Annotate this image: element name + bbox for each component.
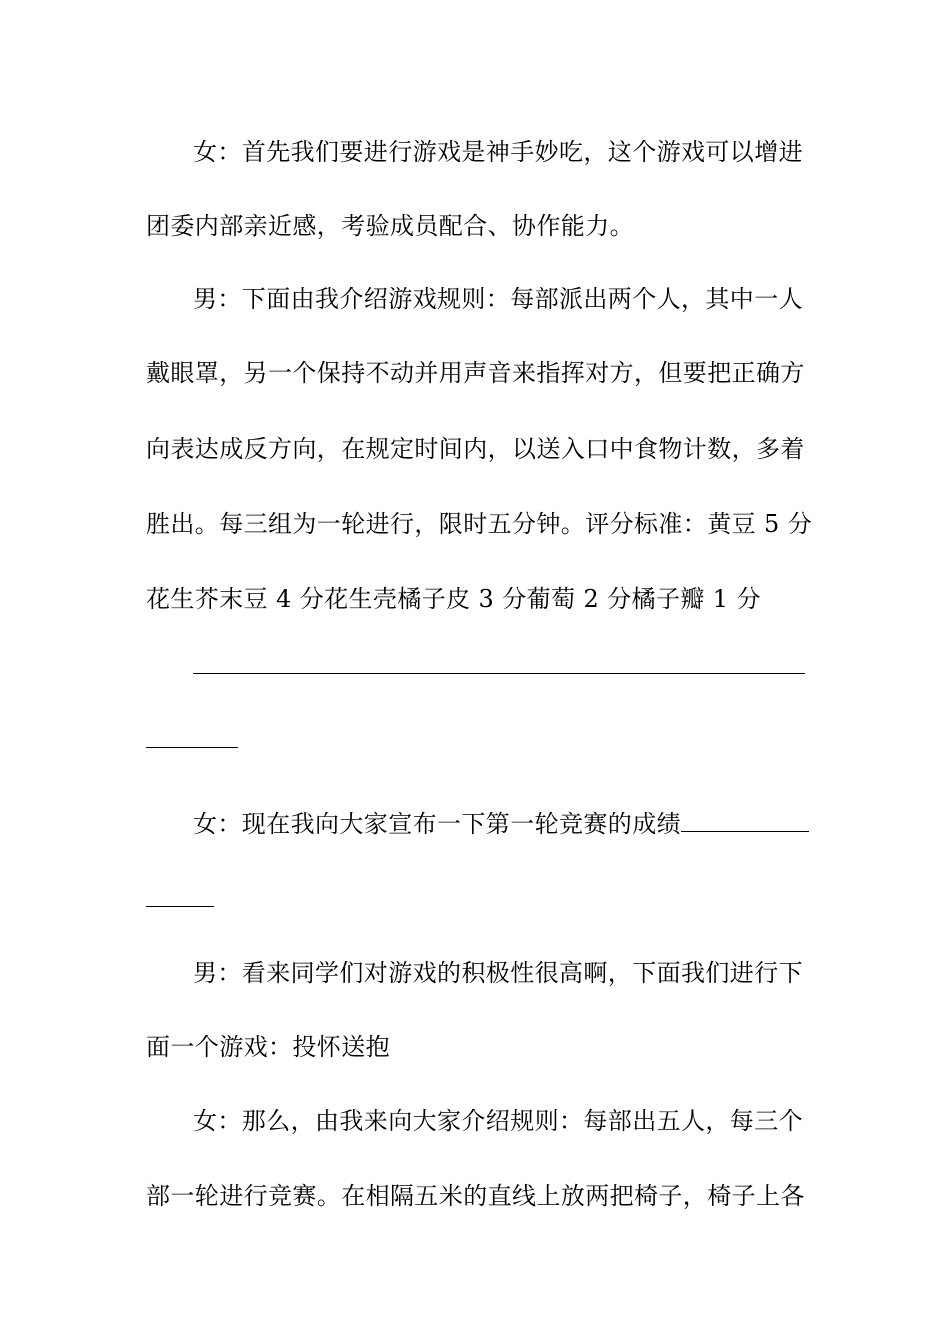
paragraph-1-line-2: 团委内部亲近感，考验成员配合、协作能力。 — [146, 212, 634, 240]
paragraph-2-line-4: 胜出。每三组为一轮进行，限时五分钟。评分标准：黄豆 5 分 — [146, 510, 813, 538]
paragraph-2-line-5: 花生芥末豆 4 分花生壳橘子皮 3 分葡萄 2 分橘子瓣 1 分 — [146, 585, 761, 613]
paragraph-1-line-1: 女：首先我们要进行游戏是神手妙吃，这个游戏可以增进 — [193, 138, 803, 166]
paragraph-6-line-2: 部一轮进行竞赛。在相隔五米的直线上放两把椅子，椅子上各 — [146, 1182, 805, 1210]
paragraph-4-line-1 — [193, 809, 806, 839]
paragraph-2-line-1: 男：下面由我介绍游戏规则：每部派出两个人，其中一人 — [193, 285, 803, 313]
paragraph-2-line-2: 戴眼罩，另一个保持不动并用声音来指挥对方，但要把正确方 — [146, 359, 805, 387]
paragraph-6-line-1: 女：那么，由我来向大家介绍规则：每部出五人，每三个 — [193, 1107, 803, 1135]
dash-rule-text-2 — [146, 731, 806, 761]
paragraph-2-line-3: 向表达成反方向，在规定时间内，以送入口中食物计数，多着 — [146, 435, 805, 463]
dash-rule-2 — [146, 747, 238, 748]
blank-fill-line-continued — [146, 906, 214, 907]
dash-rule-1 — [193, 673, 805, 674]
dash-rule-text-1 — [193, 657, 806, 687]
blank-fill-line — [681, 811, 809, 832]
paragraph-5-line-2: 面一个游戏：投怀送抱 — [146, 1033, 390, 1061]
paragraph-5-line-1: 男：看来同学们对游戏的积极性很高啊，下面我们进行下 — [193, 959, 803, 987]
paragraph-4-text: 女：现在我向大家宣布一下第一轮竞赛的成绩 — [193, 810, 681, 838]
